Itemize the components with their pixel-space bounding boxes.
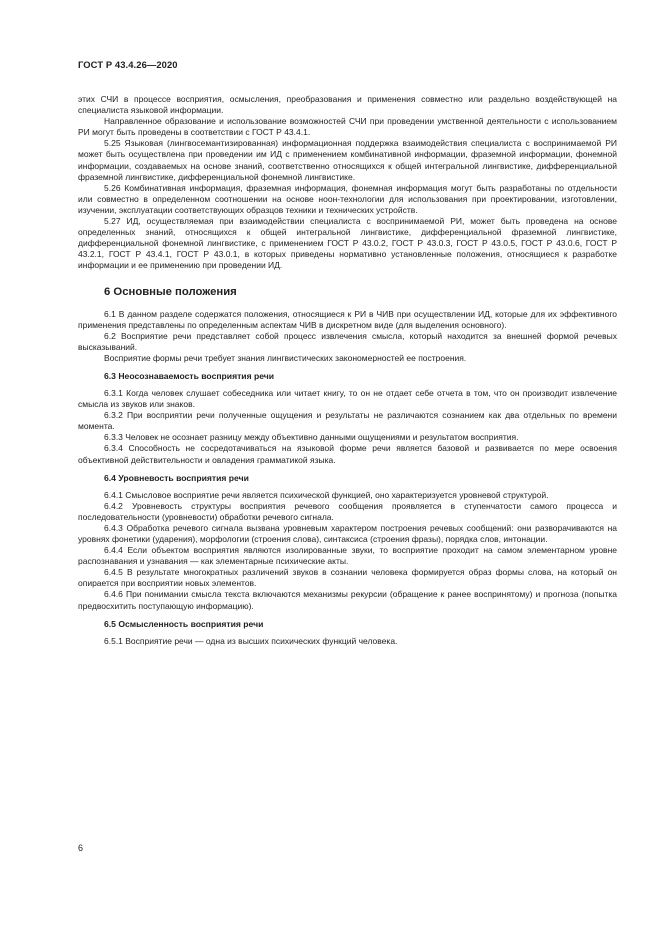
section-6-4-heading: 6.4 Уровневость восприятия речи <box>104 472 249 483</box>
paragraph-6-4-6: 6.4.6 При понимании смысла текста включаются механизмы рекурсии (обращение к ранее воспринятому) и прогноза (попытка предвосхитить поступающую информацию). <box>78 589 617 611</box>
paragraph-5-26: 5.26 Комбинативная информация, фраземная информация, фонемная информация могут быть разработаны по отдельности или совместно в определенном соотношении на основе ноон-технологии для использования при проектировании, изготовлении, изучении, эксплуатации соответствующих образцов техники и технических устройств. <box>78 182 617 215</box>
page-number: 6 <box>78 843 84 853</box>
paragraph-6-3-3: 6.3.3 Человек не осознает разницу между объективно данными ощущениями и результатом восприятия. <box>104 432 519 443</box>
paragraph-6-4-3: 6.4.3 Обработка речевого сигнала вызвана уровневым характером построения речевых сообщений: они разворачиваются на уровнях фонетики (ударения), морфологии (строения слова), синтаксиса (строения фразы), порядка слов, интонации. <box>78 522 617 544</box>
paragraph-6-4-2: 6.4.2 Уровневость структуры восприятия речевого сообщения проявляется в ступенчатости самого процесса и последовательности (уровневости) обработки речевого сигнала. <box>78 500 617 522</box>
paragraph-continuation: этих СЧИ в процессе восприятия, осмысления, преобразования и применения совместно или раздельно воздействующей на специалиста языковой информации. <box>78 94 617 116</box>
paragraph-6-3-2: 6.3.2 При восприятии речи полученные ощущения и результаты не различаются сознанием как два отдельных по времени момента. <box>78 410 617 432</box>
document-body <box>78 94 617 647</box>
section-6-heading: 6 Основные положения <box>104 285 237 298</box>
paragraph-5-27: 5.27 ИД, осуществляемая при взаимодействии специалиста с воспринимаемой РИ, может быть проведена на основе определенных знаний, относящихся к общей интегральной лингвистике, дифференциальной фраземной лингвистике, дифференциальной фонемной лингвистике, с применением ГОСТ Р 43.0.2, ГОСТ Р 43.0.3, ГОСТ Р 43.0.5, ГОСТ Р 43.0.6, ГОСТ Р 43.2.1, ГОСТ Р 43.4.1, ГОСТ Р 43.0.1, в которых приведены нормативно установленные положения, относящиеся к разработке информации и ее применению при проведении ИД. <box>78 216 617 271</box>
paragraph-6-4-4: 6.4.4 Если объектом восприятия являются изолированные звуки, то восприятие проходит на самом элементарном уровне распознавания и узнавания — как элементарные психические акты. <box>78 545 617 567</box>
paragraph-6-3-4: 6.3.4 Способность не сосредотачиваться на языковой форме речи является базовой и развивается по мере освоения объективной действительности и овладения грамматикой языка. <box>78 443 617 465</box>
paragraph-6-4-1: 6.4.1 Смысловое восприятие речи является психической функцией, оно характеризуется уровневой структурой. <box>104 489 549 500</box>
paragraph-6-1: 6.1 В данном разделе содержатся положения, относящиеся к РИ в ЧИВ при осуществлении ИД, которые для их эффективного применения представлены по определенным аспектам ЧИВ в дискретном виде (для выделения основного). <box>78 308 617 330</box>
paragraph-6-2: 6.2 Восприятие речи представляет собой процесс извлечения смысла, который находится за внешней формой речевых высказываний. <box>78 330 617 352</box>
paragraph-5-25: 5.25 Языковая (лингвосемантизированная) информационная поддержка взаимодействия специалиста с воспринимаемой РИ может быть осуществлена при проведении им ИД с применением комбинативной информации, фраземной информации, фонемной информации, создаваемых на основе знаний, соответственно относящихся к общей интегральной лингвистике, дифференциальной фраземной лингвистике, дифференциальной фонемной лингвистике. <box>78 138 617 182</box>
paragraph-6-4-5: 6.4.5 В результате многократных различений звуков в сознании человека формируется образ формы слова, на который он опирается при восприятии новых элементов. <box>78 567 617 589</box>
paragraph-6-3-1: 6.3.1 Когда человек слушает собеседника или читает книгу, то он не отдает себе отчета в том, что он производит извлечение смысла из звуков или знаков. <box>78 387 617 410</box>
paragraph: Восприятие формы речи требует знания лингвистических закономерностей ее построения. <box>104 352 467 363</box>
document-header: ГОСТ Р 43.4.26—2020 <box>78 59 178 70</box>
section-6-3-heading: 6.3 Неосознаваемость восприятия речи <box>104 370 275 381</box>
section-6-5-heading: 6.5 Осмысленность восприятия речи <box>104 618 264 629</box>
paragraph: Направленное образование и использование возможностей СЧИ при проведении умственной деятельности с использованием РИ могут быть проведены в соответствии с ГОСТ Р 43.4.1. <box>78 116 617 138</box>
paragraph-6-5-1: 6.5.1 Восприятие речи — одна из высших психических функций человека. <box>104 635 398 646</box>
